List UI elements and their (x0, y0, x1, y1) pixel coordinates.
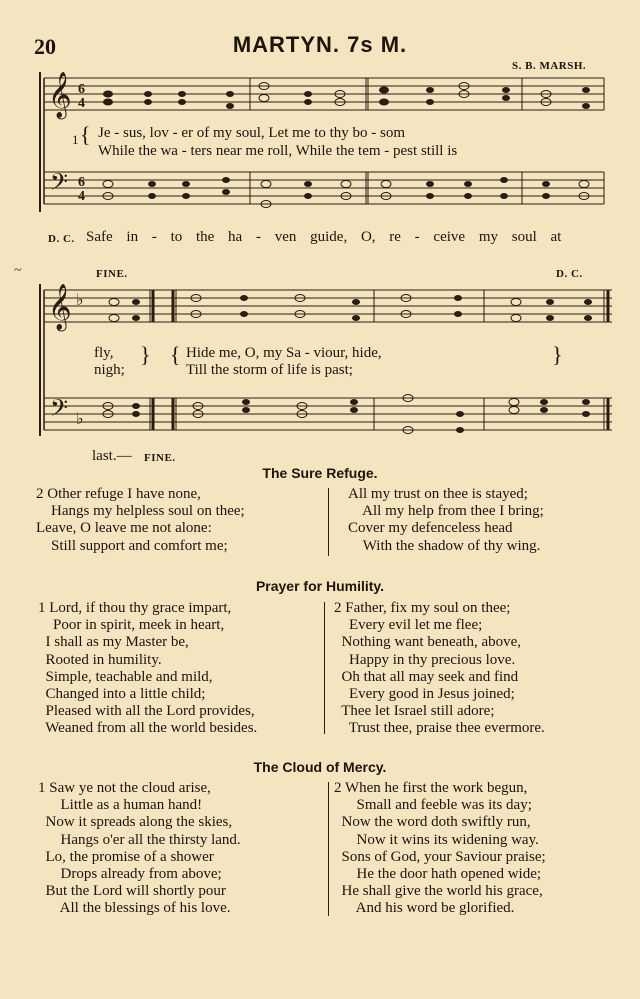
column-divider (324, 602, 325, 734)
bass-staff-1 (44, 172, 604, 204)
dc-label: D. C. (48, 233, 75, 245)
flat-icon: ♭ (76, 292, 84, 309)
tune-title: MARTYN. 7s M. (232, 32, 408, 57)
treble-staff-2 (44, 290, 612, 322)
hymn-title: Prayer for Humility. (255, 578, 385, 594)
svg-text:4: 4 (78, 96, 85, 111)
bass-clef-icon: 𝄢 (50, 394, 69, 427)
last-lyric: last.— (92, 448, 132, 464)
hymn-stanza-left: 1 Saw ye not the cloud arise, Little as a human hand! Now it spreads along the skies, Hangs o'er all the thirsty land. Lo, the promise of a shower Drops already from above; But the Lord will shortly pour All the blessings of his love. (38, 780, 241, 917)
brace-icon: } (552, 342, 563, 367)
dc-lyric: Safe in - to the ha - ven guide, O, re - ceive my soul at (86, 229, 562, 245)
svg-text:6: 6 (78, 175, 85, 190)
hymn-stanza-right: 2 When he first the work begun, Small and feeble was its day; Now the word doth swiftly run, Now it wins its widening way. Sons of God, your Saviour praise; He the door hath opened wide; He shall give the world his grace, And his word be glorified. (334, 780, 546, 917)
lyric-b1: Hide me, O, my Sa - viour, hide, (186, 345, 382, 361)
brace-icon: { (170, 342, 181, 367)
lyric-b2: Till the storm of life is past; (186, 362, 353, 378)
composer-credit: S. B. MARSH. (512, 60, 587, 72)
column-divider (328, 488, 329, 556)
fine-label: FINE. (96, 268, 128, 280)
section-marker-icon: ~ (14, 263, 22, 278)
lyric-a2: nigh; (94, 362, 125, 378)
lyric-a1: fly, (94, 345, 114, 361)
page-number: 20 (34, 34, 56, 59)
last-fine: FINE. (144, 452, 176, 464)
flat-icon: ♭ (76, 411, 84, 428)
notes-bass-1 (103, 177, 589, 208)
svg-text:6: 6 (78, 82, 85, 97)
brace-icon: { (80, 122, 91, 147)
notes-treble-2 (109, 295, 592, 322)
treble-clef-icon: 𝄞 (48, 284, 72, 330)
brace-icon: } (140, 342, 151, 367)
hymn-stanza-right: 2 Father, fix my soul on thee; Every evil let me flee; Nothing want beneath, above, Happy in thy precious love. Oh that all may seek and find Every good in Jesus joined; Thee let Israel still adore; Trust thee, praise thee evermore. (334, 600, 545, 737)
svg-text:4: 4 (78, 189, 85, 204)
verse-number: 1 (72, 132, 79, 147)
dc-label-2: D. C. (556, 268, 583, 280)
treble-staff-1 (44, 78, 604, 110)
lyric-line-2: While the wa - ters near me roll, While the tem - pest still is (98, 143, 458, 159)
hymn-stanza-left: 1 Lord, if thou thy grace impart, Poor in spirit, meek in heart, I shall as my Master be, Rooted in humility. Simple, teachable and mild, Changed into a little child; Pleased with all the Lord provides, Weaned from all the world besides. (38, 600, 258, 737)
column-divider (328, 782, 329, 916)
bass-clef-icon: 𝄢 (50, 168, 69, 201)
hymn-stanza-right: All my trust on thee is stayed; All my help from thee I bring; Cover my defenceless head With the shadow of thy wing. (348, 486, 544, 554)
hymn-title: The Sure Refuge. (262, 465, 378, 481)
lyric-line-1: Je - sus, lov - er of my soul, Let me to thy bo - som (98, 125, 406, 141)
treble-clef-icon: 𝄞 (48, 72, 72, 118)
hymn-stanza-left: 2 Other refuge I have none, Hangs my helpless soul on thee; Leave, O leave me not alone: Still support and comfort me; (36, 486, 245, 554)
bass-staff-2 (44, 398, 612, 430)
hymn-title: The Cloud of Mercy. (253, 759, 387, 775)
